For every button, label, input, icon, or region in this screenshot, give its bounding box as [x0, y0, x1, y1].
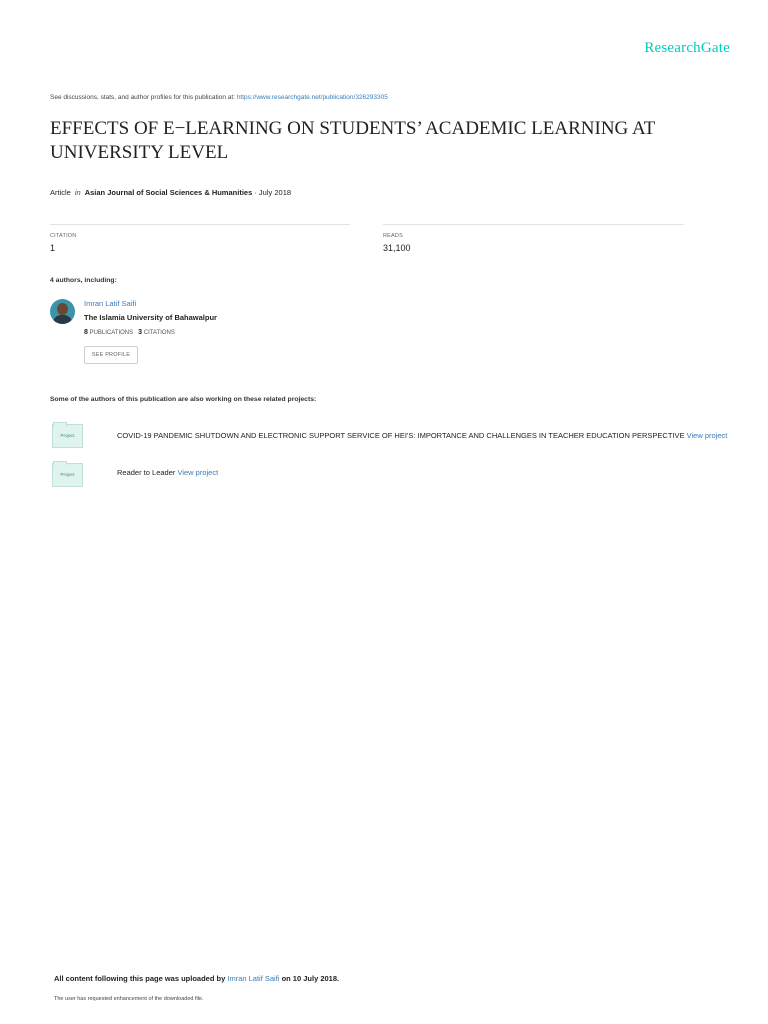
journal-link[interactable]: Asian Journal of Social Sciences & Humanities	[84, 188, 253, 197]
project-title: Reader to Leader	[117, 468, 176, 477]
discussions-line	[50, 94, 388, 101]
citations-label: CITATION	[50, 233, 77, 239]
authors-heading: 4 authors, including:	[50, 277, 117, 284]
project-item	[117, 468, 218, 477]
researchgate-logo[interactable]: ResearchGate	[644, 40, 730, 56]
reads-label: READS	[383, 233, 403, 239]
reads-value: 31,100	[383, 243, 411, 253]
project-folder-icon: Project	[52, 463, 83, 487]
view-project-link[interactable]: View project	[686, 431, 728, 440]
project-folder-icon: Project	[52, 424, 83, 448]
article-type: Article	[50, 188, 71, 197]
uploaded-prefix: All content following this page was uploaded by	[54, 974, 226, 983]
project-item	[117, 431, 727, 440]
author-stats	[84, 329, 175, 336]
publication-url-link[interactable]: https://www.researchgate.net/publication/326293305	[236, 94, 388, 101]
uploader-link[interactable]: Imran Latif Saifi	[227, 974, 280, 983]
projects-heading: Some of the authors of this publication are also working on these related projects:	[50, 396, 317, 403]
author-name-link[interactable]: Imran Latif Saifi	[84, 299, 137, 308]
divider-citations	[50, 224, 350, 225]
article-meta	[50, 188, 291, 197]
author-citations-label: CITATIONS	[143, 330, 175, 336]
author-institution: The Islamia University of Bahawalpur	[84, 313, 217, 322]
avatar[interactable]	[50, 299, 75, 324]
project-title: COVID-19 PANDEMIC SHUTDOWN AND ELECTRONIC SUPPORT SERVICE OF HEI'S: IMPORTANCE AND CHALLENGES IN TEACHER EDUCATION PERSPECTIVE	[117, 431, 685, 440]
discussions-text: See discussions, stats, and author profiles for this publication at:	[50, 94, 235, 101]
enhancement-note: The user has requested enhancement of the downloaded file.	[54, 996, 204, 1002]
publications-label: PUBLICATIONS	[89, 330, 134, 336]
uploaded-suffix: on 10 July 2018.	[281, 974, 340, 983]
citations-value: 1	[50, 243, 56, 253]
author-citations-count: 3	[138, 329, 143, 336]
upload-note	[54, 974, 339, 983]
divider-reads	[383, 224, 684, 225]
article-date: · July 2018	[254, 188, 292, 197]
article-title: EFFECTS OF E−LEARNING ON STUDENTS’ ACADEMIC LEARNING AT UNIVERSITY LEVEL	[50, 118, 655, 163]
view-project-link[interactable]: View project	[177, 468, 219, 477]
publications-count: 8	[84, 329, 88, 336]
see-profile-button[interactable]: SEE PROFILE	[84, 346, 138, 364]
in-label: in	[74, 188, 81, 197]
